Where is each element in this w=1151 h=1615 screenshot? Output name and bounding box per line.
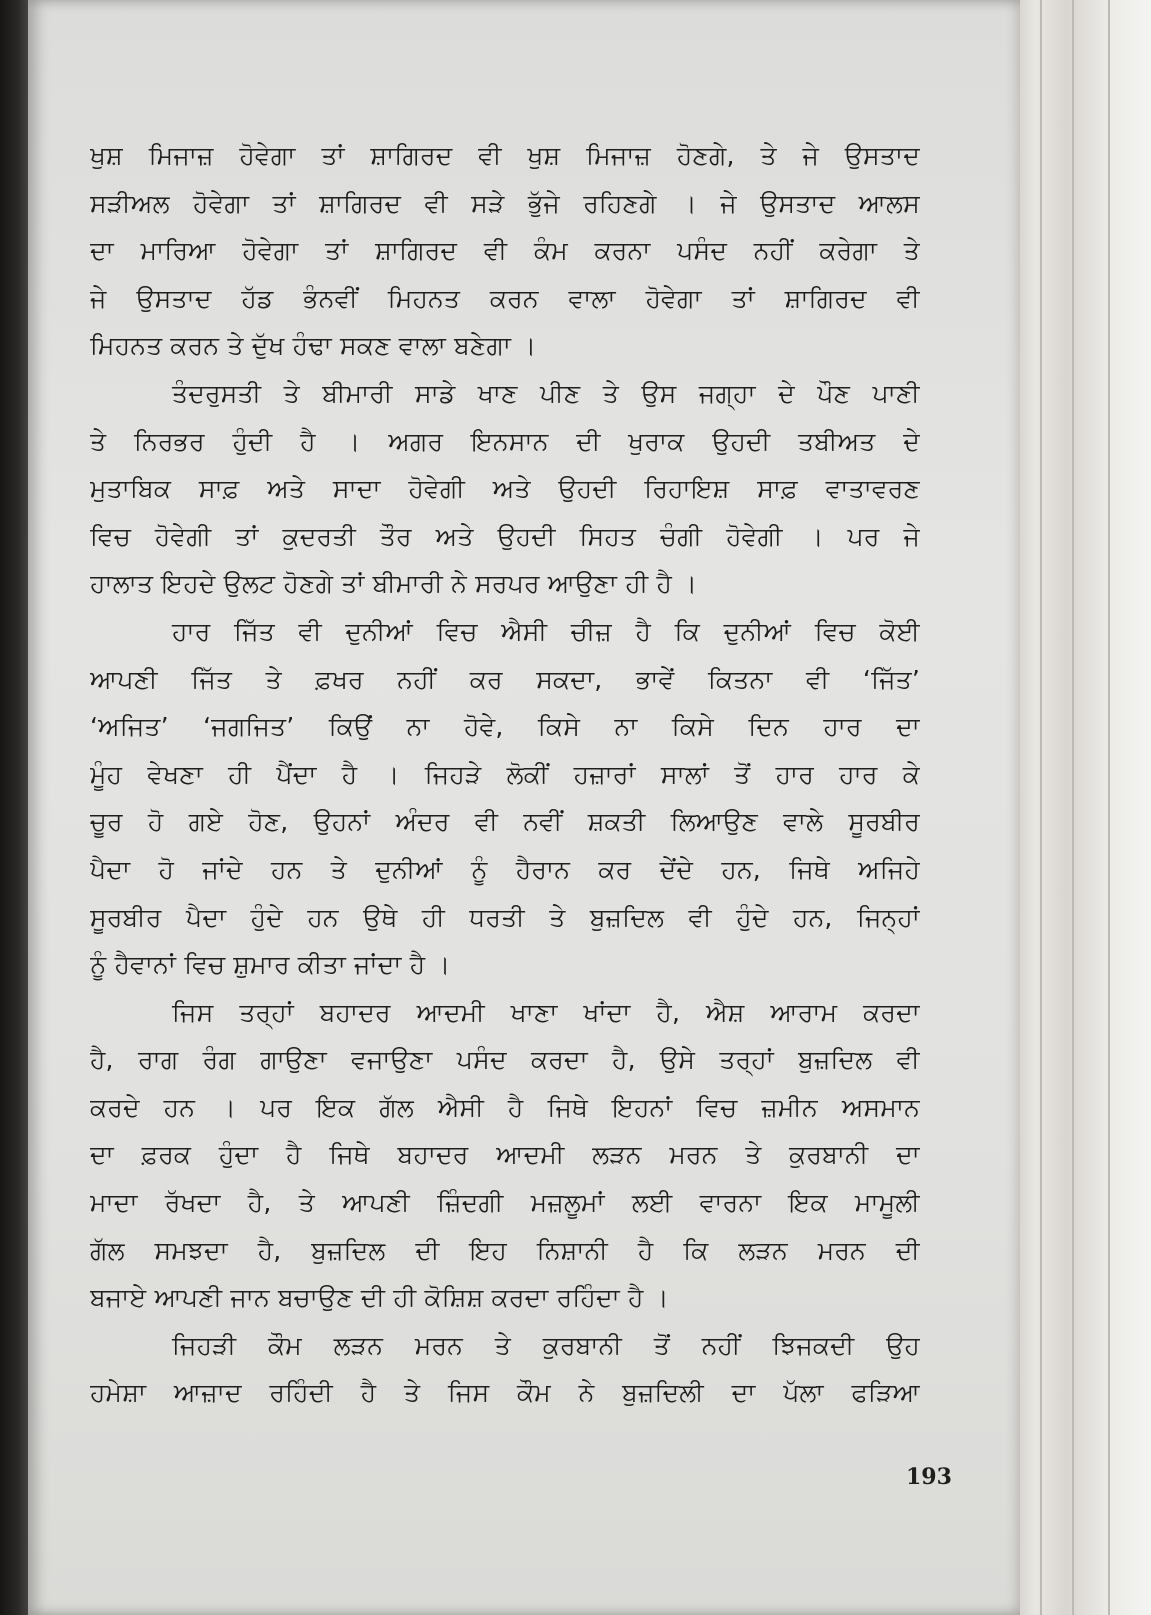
text-line: ਨੂੰ ਹੈਵਾਨਾਂ ਵਿਚ ਸ਼ੁਮਾਰ ਕੀਤਾ ਜਾਂਦਾ ਹੈ । bbox=[90, 950, 451, 980]
text-line: ਮਿਹਨਤ ਕਰਨ ਤੇ ਦੁੱਖ ਹੰਢਾ ਸਕਣ ਵਾਲਾ ਬਣੇਗਾ । bbox=[90, 331, 537, 361]
text-line: ‘ਅਜਿਤ’ ‘ਜਗਜਿਤ’ ਕਿਉਂ ਨਾ ਹੋਵੇ, ਕਿਸੇ ਨਾ ਕਿਸੇ ਦਿਨ ਹਾਰ ਦਾ bbox=[90, 712, 920, 742]
text-line: ਮੂੰਹ ਵੇਖਣਾ ਹੀ ਪੈਂਦਾ ਹੈ । ਜਿਹੜੇ ਲੋਕੀਂ ਹਜ਼ਾਰਾਂ ਸਾਲਾਂ ਤੋਂ ਹਾਰ ਹਾਰ ਕੇ bbox=[90, 759, 920, 789]
text-line: ਸੜੀਅਲ ਹੋਵੇਗਾ ਤਾਂ ਸ਼ਾਗਿਰਦ ਵੀ ਸੜੇ ਭੁੱਜੇ ਰਹਿਣਗੇ । ਜੇ ਉਸਤਾਦ ਆਲਸ bbox=[90, 188, 920, 218]
text-line: ਬਜਾਏ ਆਪਣੀ ਜਾਨ ਬਚਾਉਣ ਦੀ ਹੀ ਕੋਸ਼ਿਸ਼ ਕਰਦਾ ਰਹਿੰਦਾ ਹੈ । bbox=[90, 1283, 669, 1313]
text-line: ਤੇ ਨਿਰਭਰ ਹੁੰਦੀ ਹੈ । ਅਗਰ ਇਨਸਾਨ ਦੀ ਖੁਰਾਕ ਉਹਦੀ ਤਬੀਅਤ ਦੇ bbox=[90, 426, 920, 456]
text-line: ਚੂਰ ਹੋ ਗਏ ਹੋਣ, ਉਹਨਾਂ ਅੰਦਰ ਵੀ ਨਵੀਂ ਸ਼ਕਤੀ ਲਿਆਉਣ ਵਾਲੇ ਸੂਰਬੀਰ bbox=[90, 807, 920, 837]
page-stack-edges bbox=[1010, 0, 1151, 1615]
text-line: ਵਿਚ ਹੋਵੇਗੀ ਤਾਂ ਕੁਦਰਤੀ ਤੌਰ ਅਤੇ ਉਹਦੀ ਸਿਹਤ ਚੰਗੀ ਹੋਵੇਗੀ । ਪਰ ਜੇ bbox=[90, 521, 920, 551]
text-line: ਹਾਰ ਜਿੱਤ ਵੀ ਦੁਨੀਆਂ ਵਿਚ ਐਸੀ ਚੀਜ਼ ਹੈ ਕਿ ਦੁਨੀਆਂ ਵਿਚ ਕੋਈ bbox=[172, 616, 920, 646]
text-line: ਹਮੇਸ਼ਾ ਆਜ਼ਾਦ ਰਹਿੰਦੀ ਹੈ ਤੇ ਜਿਸ ਕੌਮ ਨੇ ਬੁਜ਼ਦਿਲੀ ਦਾ ਪੱਲਾ ਫੜਿਆ bbox=[90, 1378, 920, 1408]
text-line: ਹਾਲਾਤ ਇਹਦੇ ਉਲਟ ਹੋਣਗੇ ਤਾਂ ਬੀਮਾਰੀ ਨੇ ਸਰਪਰ ਆਉਣਾ ਹੀ ਹੈ । bbox=[90, 569, 698, 599]
text-line: ਸੂਰਬੀਰ ਪੈਦਾ ਹੁੰਦੇ ਹਨ ਉਥੇ ਹੀ ਧਰਤੀ ਤੇ ਬੁਜ਼ਦਿਲ ਵੀ ਹੁੰਦੇ ਹਨ, ਜਿਨ੍ਹਾਂ bbox=[90, 902, 920, 932]
body-text bbox=[90, 132, 920, 1417]
text-line: ਜੇ ਉਸਤਾਦ ਹੱਡ ਭੰਨਵੀਂ ਮਿਹਨਤ ਕਰਨ ਵਾਲਾ ਹੋਵੇਗਾ ਤਾਂ ਸ਼ਾਗਿਰਦ ਵੀ bbox=[90, 283, 920, 313]
text-line: ਜਿਸ ਤਰ੍ਹਾਂ ਬਹਾਦਰ ਆਦਮੀ ਖਾਣਾ ਖਾਂਦਾ ਹੈ, ਐਸ਼ ਆਰਾਮ ਕਰਦਾ bbox=[172, 997, 920, 1027]
text-line: ਦਾ ਮਾਰਿਆ ਹੋਵੇਗਾ ਤਾਂ ਸ਼ਾਗਿਰਦ ਵੀ ਕੰਮ ਕਰਨਾ ਪਸੰਦ ਨਹੀਂ ਕਰੇਗਾ ਤੇ bbox=[90, 236, 920, 266]
page-edge-line bbox=[1040, 0, 1042, 1615]
text-line: ਜਿਹੜੀ ਕੌਮ ਲੜਨ ਮਰਨ ਤੇ ਕੁਰਬਾਨੀ ਤੋਂ ਨਹੀਂ ਝਿਜਕਦੀ ਉਹ bbox=[172, 1330, 920, 1360]
page-number: 193 bbox=[906, 1464, 952, 1490]
text-line: ਕਰਦੇ ਹਨ । ਪਰ ਇਕ ਗੱਲ ਐਸੀ ਹੈ ਜਿਥੇ ਇਹਨਾਂ ਵਿਚ ਜ਼ਮੀਨ ਅਸਮਾਨ bbox=[90, 1092, 920, 1122]
text-line: ਆਪਣੀ ਜਿੱਤ ਤੇ ਫ਼ਖਰ ਨਹੀਂ ਕਰ ਸਕਦਾ, ਭਾਵੇਂ ਕਿਤਨਾ ਵੀ ‘ਜਿੱਤ’ bbox=[90, 664, 920, 694]
binding-shadow bbox=[0, 0, 30, 1615]
text-line: ਮੁਤਾਬਿਕ ਸਾਫ਼ ਅਤੇ ਸਾਦਾ ਹੋਵੇਗੀ ਅਤੇ ਉਹਦੀ ਰਿਹਾਇਸ਼ ਸਾਫ਼ ਵਾਤਾਵਰਣ bbox=[90, 474, 920, 504]
text-line: ਦਾ ਫ਼ਰਕ ਹੁੰਦਾ ਹੈ ਜਿਥੇ ਬਹਾਦਰ ਆਦਮੀ ਲੜਨ ਮਰਨ ਤੇ ਕੁਰਬਾਨੀ ਦਾ bbox=[90, 1140, 920, 1170]
text-line: ਗੱਲ ਸਮਝਦਾ ਹੈ, ਬੁਜ਼ਦਿਲ ਦੀ ਇਹ ਨਿਸ਼ਾਨੀ ਹੈ ਕਿ ਲੜਨ ਮਰਨ ਦੀ bbox=[90, 1235, 920, 1265]
text-line: ਮਾਦਾ ਰੱਖਦਾ ਹੈ, ਤੇ ਆਪਣੀ ਜ਼ਿੰਦਗੀ ਮਜ਼ਲੂਮਾਂ ਲਈ ਵਾਰਨਾ ਇਕ ਮਾਮੂਲੀ bbox=[90, 1188, 920, 1218]
page-edge-line bbox=[1072, 0, 1074, 1615]
text-line: ਤੰਦਰੁਸਤੀ ਤੇ ਬੀਮਾਰੀ ਸਾਡੇ ਖਾਣ ਪੀਣ ਤੇ ਉਸ ਜਗ੍ਹਾ ਦੇ ਪੌਣ ਪਾਣੀ bbox=[172, 378, 920, 408]
text-line: ਖੁਸ਼ ਮਿਜਾਜ਼ ਹੋਵੇਗਾ ਤਾਂ ਸ਼ਾਗਿਰਦ ਵੀ ਖੁਸ਼ ਮਿਜਾਜ਼ ਹੋਣਗੇ, ਤੇ ਜੇ ਉਸਤਾਦ bbox=[90, 141, 920, 170]
text-line: ਪੈਦਾ ਹੋ ਜਾਂਦੇ ਹਨ ਤੇ ਦੁਨੀਆਂ ਨੂੰ ਹੈਰਾਨ ਕਰ ਦੇਂਦੇ ਹਨ, ਜਿਥੇ ਅਜਿਹੇ bbox=[90, 854, 920, 884]
page-edge-line bbox=[1108, 0, 1110, 1615]
book-page bbox=[28, 0, 1020, 1615]
text-line: ਹੈ, ਰਾਗ ਰੰਗ ਗਾਉਣਾ ਵਜਾਉਣਾ ਪਸੰਦ ਕਰਦਾ ਹੈ, ਉਸੇ ਤਰ੍ਹਾਂ ਬੁਜ਼ਦਿਲ ਵੀ bbox=[90, 1045, 920, 1075]
